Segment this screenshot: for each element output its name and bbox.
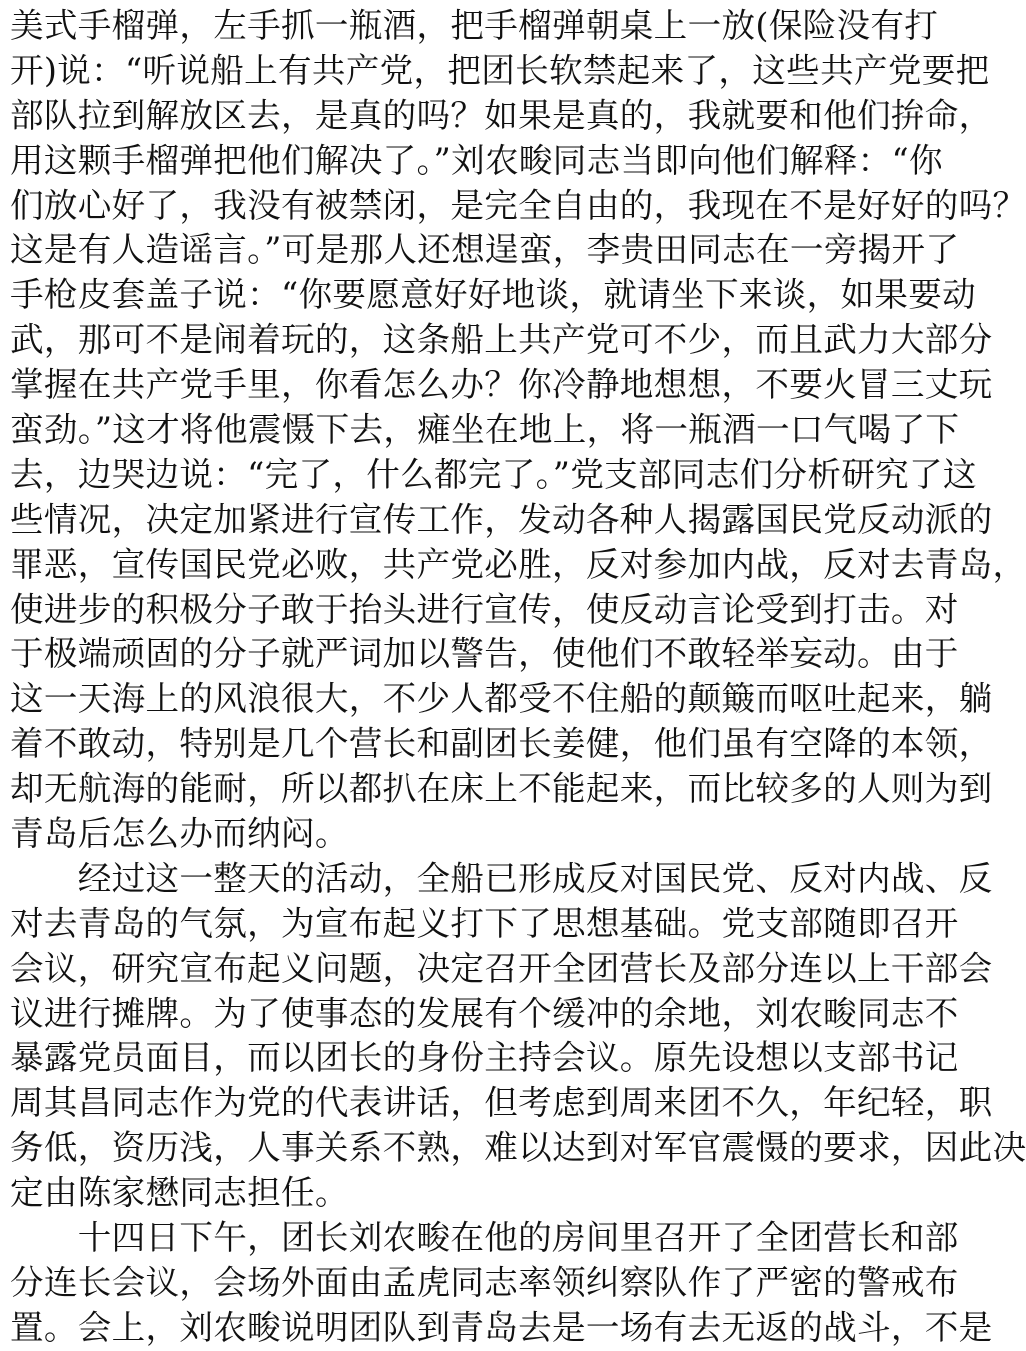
text-line: 分连长会议，会场外面由孟虎同志率领纠察队作了严密的警戒布 [10, 1262, 959, 1302]
text-line: 掌握在共产党手里，你看怎么办？你冷静地想想，不要火冒三丈玩 [10, 365, 993, 405]
text-line: 置。会上，刘农畯说明团队到青岛去是一场有去无返的战斗，不是 [10, 1307, 993, 1347]
text-line: 使进步的积极分子敢于抬头进行宣传，使反动言论受到打击。对 [10, 589, 959, 629]
text-line: 武，那可不是闹着玩的，这条船上共产党可不少，而且武力大部分 [10, 320, 993, 360]
text-line: 用这颗手榴弹把他们解决了。”刘农畯同志当即向他们解释：“你 [10, 140, 943, 180]
paragraph-start-line: 十四日下午，团长刘农畯在他的房间里召开了全团营长和部 [10, 1218, 959, 1258]
text-line: 这一天海上的风浪很大，不少人都受不住船的颠簸而呕吐起来，躺 [10, 679, 993, 719]
text-line: 手枪皮套盖子说：“你要愿意好好地谈，就请坐下来谈，如果要动 [10, 275, 977, 315]
text-line: 些情况，决定加紧进行宣传工作，发动各种人揭露国民党反动派的 [10, 499, 993, 539]
text-line: 蛮劲。”这才将他震慑下去，瘫坐在地上，将一瓶酒一口气喝了下 [10, 410, 960, 450]
paragraph-end-line: 青岛后怎么办而纳闷。 [10, 814, 349, 854]
text-line: 会议，研究宣布起义问题，决定召开全团营长及部分连以上干部会 [10, 948, 993, 988]
text-line: 暴露党员面目，而以团长的身份主持会议。原先设想以支部书记 [10, 1038, 959, 1078]
document-page [10, 4, 1026, 1351]
text-line: 于极端顽固的分子就严词加以警告，使他们不敢轻举妄动。由于 [10, 634, 959, 674]
text-line: 罪恶，宣传国民党必败，共产党必胜，反对参加内战，反对去青岛， [10, 544, 1026, 584]
text-line: 对去青岛的气氛，为宣布起义打下了思想基础。党支部随即召开 [10, 903, 959, 943]
text-line: 这是有人造谣言。”可是那人还想逞蛮，李贵田同志在一旁揭开了 [10, 230, 960, 270]
text-line: 开)说：“听说船上有共产党，把团长软禁起来了，这些共产党要把 [10, 50, 990, 90]
text-line: 美式手榴弹，左手抓一瓶酒，把手榴弹朝桌上一放(保险没有打 [10, 6, 939, 45]
text-line: 们放心好了，我没有被禁闭，是完全自由的，我现在不是好好的吗？ [10, 185, 1026, 225]
paragraph-start-line: 经过这一整天的活动，全船已形成反对国民党、反对内战、反 [10, 858, 993, 898]
text-line: 部队拉到解放区去，是真的吗？如果是真的，我就要和他们拚命， [10, 95, 993, 135]
text-line: 议进行摊牌。为了使事态的发展有个缓冲的余地，刘农畯同志不 [10, 993, 959, 1033]
text-line: 着不敢动，特别是几个营长和副团长姜健，他们虽有空降的本领， [10, 724, 993, 764]
text-line: 务低，资历浅，人事关系不熟，难以达到对军官震慑的要求，因此决 [10, 1128, 1026, 1168]
text-line: 却无航海的能耐，所以都扒在床上不能起来，而比较多的人则为到 [10, 769, 993, 809]
text-line: 周其昌同志作为党的代表讲话，但考虑到周来团不久，年纪轻，职 [10, 1083, 993, 1123]
paragraph-end-line: 定由陈家懋同志担任。 [10, 1173, 349, 1213]
text-line: 去，边哭边说：“完了，什么都完了。”党支部同志们分析研究了这 [10, 454, 977, 494]
